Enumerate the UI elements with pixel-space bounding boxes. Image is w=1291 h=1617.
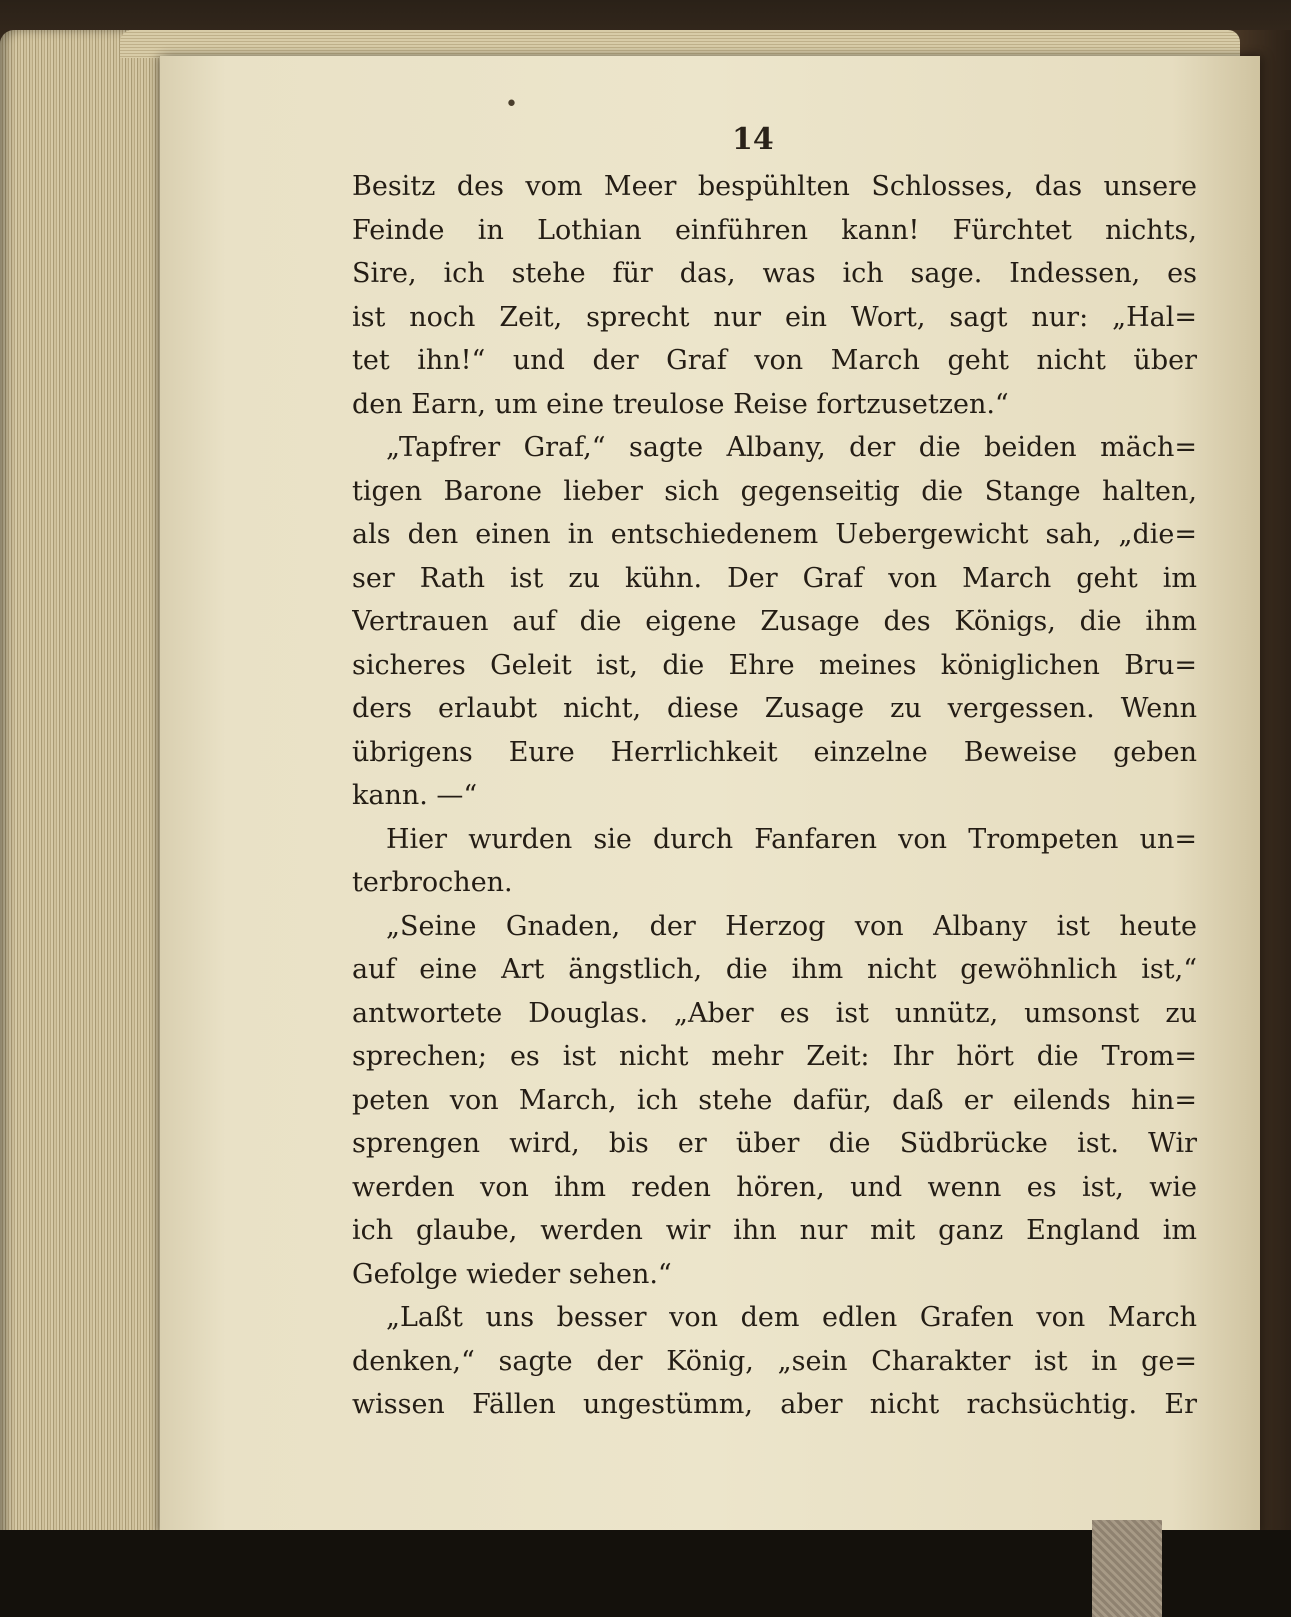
text-line: denken,“ sagte der König, „sein Charakter ist in ge= — [352, 1345, 1197, 1377]
text-line: Besitz des vom Meer bespühlten Schlosses, das unsere — [352, 171, 1197, 202]
text-line: ich glaube, werden wir ihn nur mit ganz England im — [352, 1215, 1197, 1246]
text-line: übrigens Eure Herrlichkeit einzelne Beweise geben — [352, 736, 1197, 768]
text-line: ser Rath ist zu kühn. Der Graf von March geht im — [352, 562, 1197, 594]
text-line: peten von March, ich stehe dafür, daß er eilends hin= — [352, 1084, 1197, 1116]
text-line: wissen Fällen ungestümm, aber nicht rachsüchtig. Er — [352, 1389, 1197, 1420]
text-line: tet ihn!“ und der Graf von March geht nicht über — [352, 345, 1197, 376]
text-line: Vertrauen auf die eigene Zusage des Königs, die ihm — [352, 606, 1197, 637]
text-line: ist noch Zeit, sprecht nur ein Wort, sagt nur: „Hal= — [352, 301, 1197, 333]
text-line: als den einen in entschiedenem Uebergewicht sah, „die= — [352, 519, 1197, 550]
text-line: Feinde in Lothian einführen kann! Fürchtet nichts, — [352, 214, 1197, 246]
text-line: auf eine Art ängstlich, die ihm nicht gewöhnlich ist,“ — [352, 954, 1197, 985]
text-line: antwortete Douglas. „Aber es ist unnütz, umsonst zu — [352, 997, 1197, 1029]
text-line: sicheres Geleit ist, die Ehre meines königlichen Bru= — [352, 649, 1197, 681]
text-line: sprengen wird, bis er über die Südbrücke ist. Wir — [352, 1128, 1197, 1159]
text-line: Sire, ich stehe für das, was ich sage. Indessen, es — [352, 258, 1197, 289]
text-line: werden von ihm reden hören, und wenn es ist, wie — [352, 1171, 1197, 1203]
bookmark-ribbon — [1092, 1520, 1162, 1617]
text-line: „Laßt uns besser von dem edlen Grafen von March — [386, 1302, 1197, 1333]
text-line: „Seine Gnaden, der Herzog von Albany ist heute — [386, 910, 1197, 942]
ink-speck: • — [505, 92, 518, 117]
text-line: den Earn, um eine treulose Reise fortzusetzen.“ — [352, 388, 1009, 420]
text-line: Hier wurden sie durch Fanfaren von Trompeten un= — [386, 823, 1197, 855]
text-line: kann. —“ — [352, 780, 478, 811]
page-top-edge — [120, 30, 1240, 58]
text-line: „Tapfrer Graf,“ sagte Albany, der die beiden mäch= — [386, 432, 1197, 463]
text-line: ders erlaubt nicht, diese Zusage zu vergessen. Wenn — [352, 693, 1197, 724]
page-stack-left — [0, 30, 175, 1570]
page-number: 14 — [732, 122, 774, 157]
text-line: terbrochen. — [352, 867, 513, 898]
text-line: tigen Barone lieber sich gegenseitig die Stange halten, — [352, 475, 1197, 507]
body-text — [352, 165, 1197, 1427]
text-line: Gefolge wieder sehen.“ — [352, 1258, 672, 1290]
text-line: sprechen; es ist nicht mehr Zeit: Ihr hört die Trom= — [352, 1041, 1197, 1072]
